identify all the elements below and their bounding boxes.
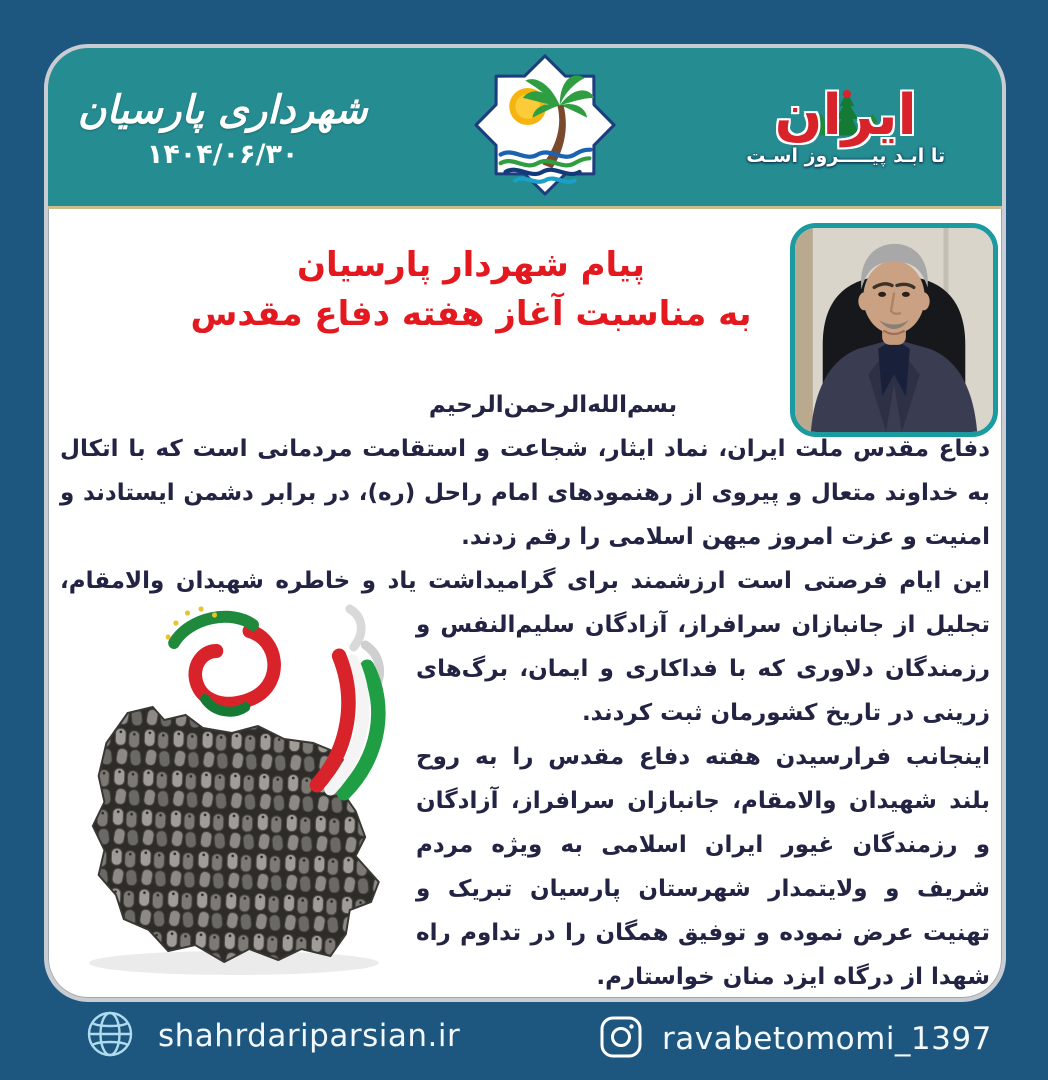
iran-logo-word: ایران [774,83,917,148]
parsian-municipality-logo-icon [471,51,619,203]
municipality-logo-wrap [460,51,630,203]
sacred-defense-emblem [174,617,274,712]
footer-website-link[interactable] [84,1008,460,1064]
message-title-line1: پیام شهردار پارسیان [297,245,645,285]
iran-logo-subtitle: تا ابـد پیـــــروز اسـت [746,145,946,167]
instagram-icon [598,1014,644,1064]
header-date: ۱۴۰۴/۰۶/۳۰ [146,138,299,170]
bismillah: بسم‌الله‌الرحمن‌الرحیم [428,392,678,418]
message-title [130,241,812,339]
paragraph-2-lead: این ایام فرصتی است ارزشمند برای گرامیداشت یاد و خاطره شهیدان والامقام، تجلیل از جانبازان [60,568,991,638]
paragraph-2 [60,559,990,735]
signature-block [60,1001,800,1002]
header-band [48,48,1002,209]
message-title-line2: به مناسبت آغاز هفته دفاع مقدس [190,294,752,334]
paragraph-3: اینجانب فرارسیدن هفته دفاع مقدس را به روح بلند شهیدان والامقام، جانبازان سرافراز، آزادگان و رزمندگان غیور ایران اسلامی به ویژه مردم شریف و ولایتمدار شهرستان پارسیان تبریک و تهنیت عرض نموده و توفیق همگان را در تداوم راه شهدا از درگاه ایزد منان خواستارم. [416,744,990,990]
website-url[interactable]: shahrdariparsian.ir [158,1018,461,1054]
signature-name [60,1001,800,1002]
footer-instagram-link[interactable] [598,1014,992,1064]
instagram-handle[interactable]: ravabetomomi_1397 [662,1021,992,1057]
sacred-defense-iran-map-artwork [60,603,400,975]
globe-icon [84,1008,136,1064]
main-card-panel [44,44,1006,1002]
municipality-name: شهرداری پارسیان [77,87,368,133]
municipality-name-block [48,85,397,170]
paragraph-2-rest: سرافراز، آزادگان سلیم‌النفس و رزمندگان دلاوری که با فداکاری و ایمان، برگ‌های زرینی در تاریخ کشورمان ثبت کردند. [416,612,990,726]
message-body [48,209,1002,1002]
paragraph-1: دفاع مقدس ملت ایران، نماد ایثار، شجاعت و استقامت مردمانی است که با اتکال به خداوند متعال و پیروی از رهنمودهای امام راحل (ره)، در برابر دشمن ایستادند و امنیت و عزت امروز میهن اسلامی را رقم زدند. [60,436,990,550]
iran-victory-logo [693,83,992,167]
